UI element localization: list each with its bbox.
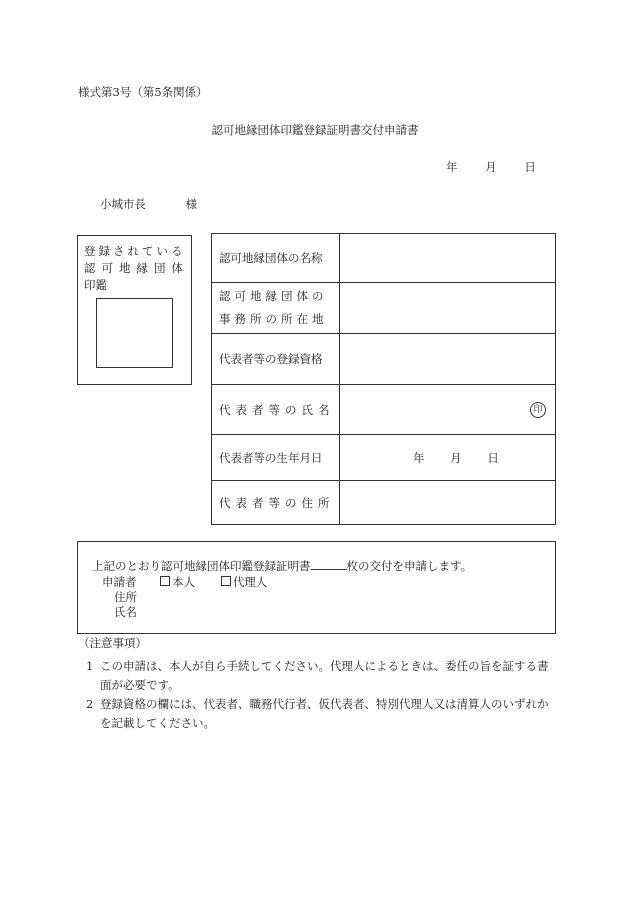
qualification-label: 代表者等の登録資格 xyxy=(212,334,340,385)
qualification-field[interactable] xyxy=(340,334,556,385)
table-row xyxy=(212,334,556,385)
office-address-label-line: 事務所の所在地 xyxy=(219,312,328,326)
request-statement xyxy=(92,557,472,574)
registered-seal-box xyxy=(77,235,192,385)
table-row xyxy=(212,435,556,481)
group-name-field[interactable] xyxy=(340,234,556,283)
notes-section xyxy=(78,635,556,733)
self-checkbox[interactable] xyxy=(160,576,170,586)
birthdate-label: 代表者等の生年月日 xyxy=(212,435,340,481)
seal-impression-area[interactable] xyxy=(96,298,173,368)
table-row xyxy=(212,385,556,435)
birthdate-placeholder xyxy=(347,451,499,465)
date-day: 日 xyxy=(524,160,536,174)
table-row xyxy=(212,283,556,334)
birth-day: 日 xyxy=(487,450,499,465)
representative-name-label: 代表者等の氏名 xyxy=(212,385,340,435)
request-text-before: 上記のとおり認可地縁団体印鑑登録証明書 xyxy=(92,559,311,573)
date-month: 月 xyxy=(485,160,497,174)
note-number: 1 xyxy=(86,659,94,673)
note-text: この申請は、本人が自ら手続してください。代理人によるときは、委任の旨を証する書面が必要です。 xyxy=(100,659,549,692)
agent-checkbox[interactable] xyxy=(221,576,231,586)
applicant-type-row xyxy=(102,574,267,590)
seal-label-line: 認可地縁団体 xyxy=(84,261,189,275)
table-row xyxy=(212,481,556,525)
seal-label-line: 印鑑 xyxy=(84,278,107,292)
note-item xyxy=(86,695,556,733)
office-address-label xyxy=(212,283,340,334)
table-row xyxy=(212,234,556,283)
applicant-name-label: 氏名 xyxy=(114,605,137,619)
copies-blank-field[interactable] xyxy=(311,557,347,570)
applicant-info-table xyxy=(211,233,556,525)
addressee xyxy=(100,198,197,212)
seal-box-label xyxy=(84,243,189,294)
application-date xyxy=(446,161,536,175)
date-year: 年 xyxy=(446,160,458,174)
note-text: 登録資格の欄には、代表者、職務代行者、仮代表者、特別代理人又は清算人のいずれかを記載してください。 xyxy=(100,697,549,730)
group-name-label: 認可地縁団体の名称 xyxy=(212,234,340,283)
seal-label-line: 登録されている xyxy=(84,244,186,258)
applicant-label: 申請者 xyxy=(102,575,137,589)
applicant-address-label: 住所 xyxy=(114,590,137,604)
self-option-label: 本人 xyxy=(172,575,196,589)
representative-address-field[interactable] xyxy=(340,481,556,525)
birthdate-field[interactable] xyxy=(340,435,556,481)
representative-address-label: 代表者等の住所 xyxy=(212,481,340,525)
notes-heading: （注意事項） xyxy=(78,636,147,650)
note-number: 2 xyxy=(86,697,94,711)
note-item xyxy=(86,657,556,695)
seal-mark-icon: 印 xyxy=(530,402,546,418)
office-address-label-line: 認可地縁団体の xyxy=(219,289,328,303)
addressee-name: 小城市長 xyxy=(100,197,146,211)
addressee-honorific: 様 xyxy=(185,197,198,211)
document-title: 認可地縁団体印鑑登録証明書交付申請書 xyxy=(211,123,419,137)
request-text-after: 枚の交付を申請します。 xyxy=(346,559,473,573)
request-section xyxy=(77,541,556,634)
birth-year: 年 xyxy=(413,450,425,465)
office-address-field[interactable] xyxy=(340,283,556,334)
agent-option-label: 代理人 xyxy=(232,575,268,589)
representative-name-field[interactable] xyxy=(340,385,556,435)
birth-month: 月 xyxy=(450,450,462,465)
form-number: 様式第3号（第5条関係） xyxy=(78,85,208,99)
